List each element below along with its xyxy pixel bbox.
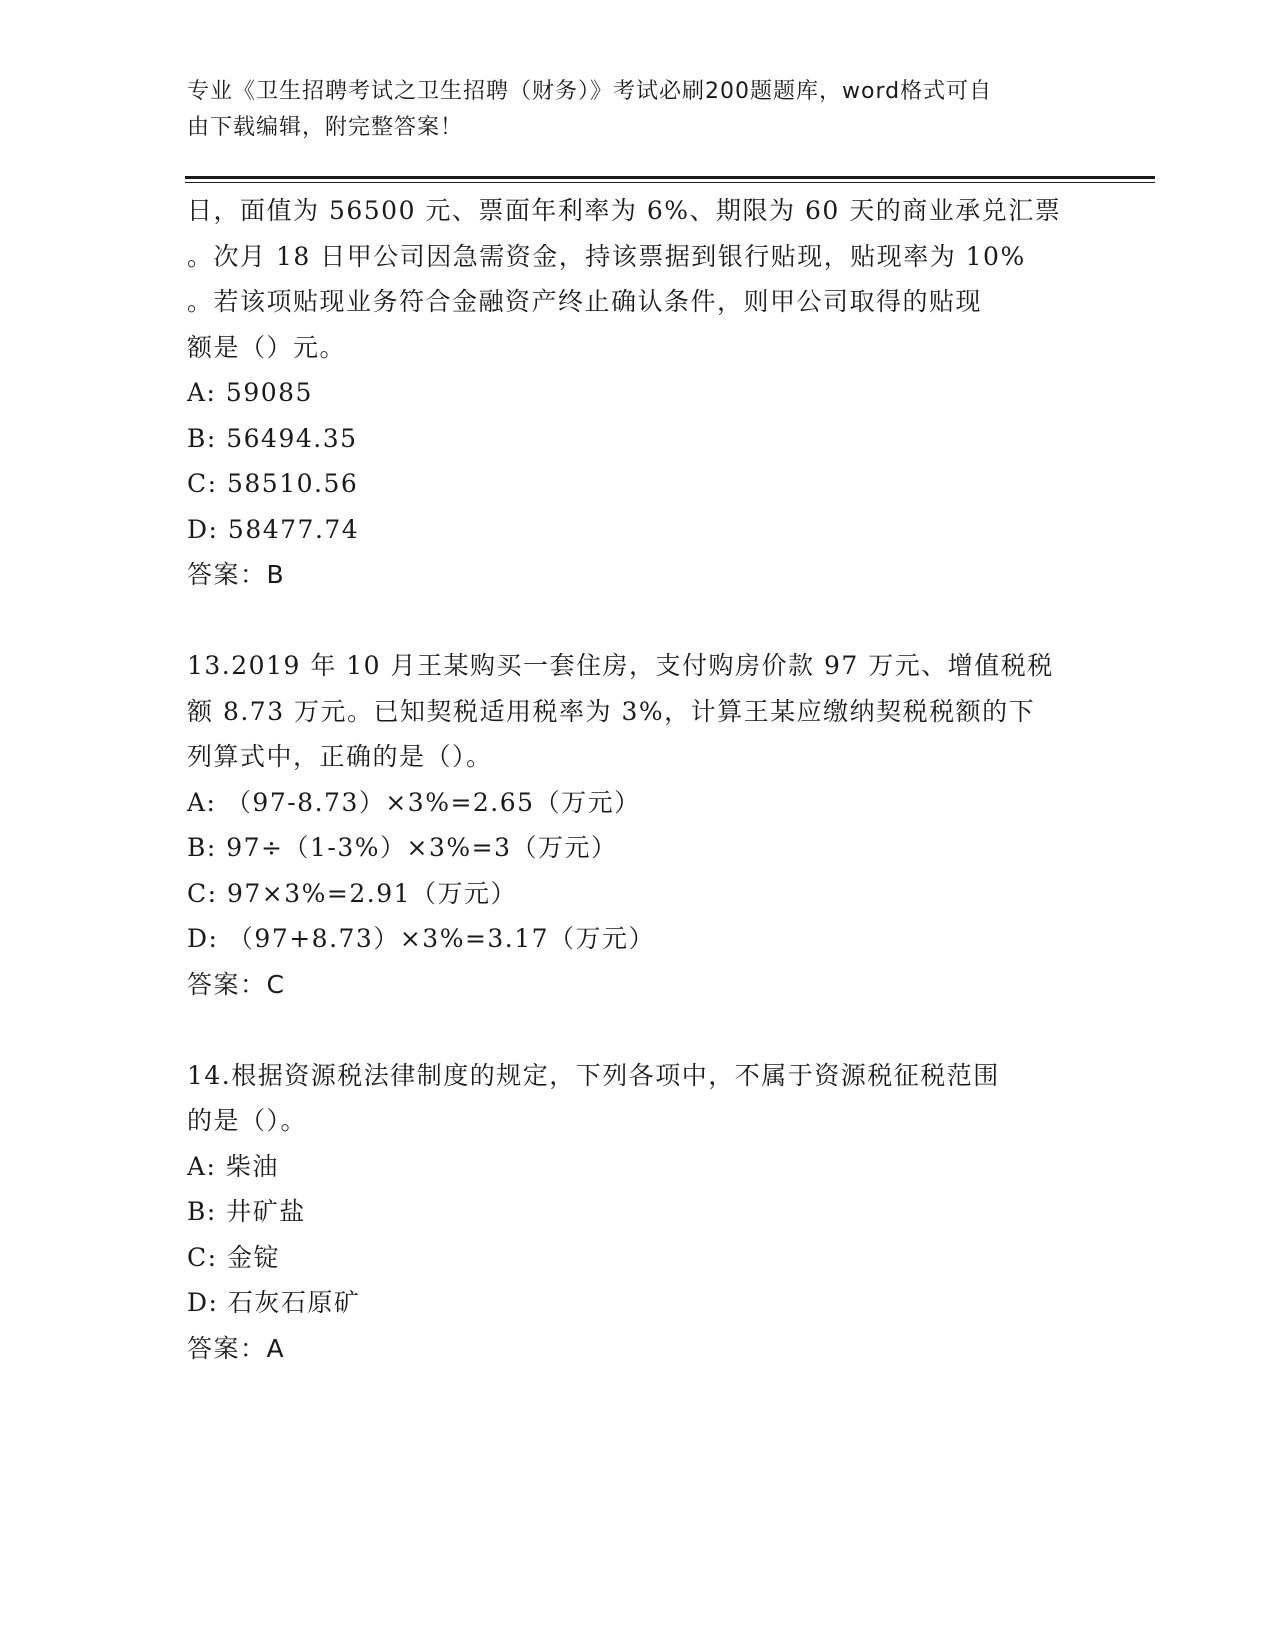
option-a: A: 柴油 bbox=[187, 1151, 279, 1181]
option-a: A: （97-8.73）×3%=2.65（万元） bbox=[187, 787, 641, 817]
question-stem-line: 13.2019 年 10 月王某购买一套住房，支付购房价款 97 万元、增值税税 bbox=[187, 651, 1054, 680]
question-stem-line: 列算式中，正确的是（）。 bbox=[187, 742, 493, 771]
option-c: C: 58510.56 bbox=[187, 469, 359, 498]
question-stem-line: 日，面值为 56500 元、票面年利率为 6%、期限为 60 天的商业承兑汇票 bbox=[187, 196, 1062, 225]
option-b: B: 97÷（1-3%）×3%=3（万元） bbox=[187, 833, 618, 862]
document-header bbox=[187, 74, 1067, 146]
option-c: C: 金锭 bbox=[187, 1242, 280, 1272]
spacer bbox=[187, 598, 1087, 644]
question-12 bbox=[187, 188, 1087, 598]
document-body bbox=[187, 188, 1087, 1371]
answer-label: 答案：B bbox=[187, 560, 286, 589]
option-b: B: 井矿盐 bbox=[187, 1197, 306, 1226]
question-stem-line: 。次月 18 日甲公司因急需资金，持该票据到银行贴现，贴现率为 10% bbox=[187, 241, 1026, 271]
header-divider-thin bbox=[185, 182, 1155, 183]
answer-label: 答案：A bbox=[187, 1333, 286, 1363]
question-stem-line: 额 8.73 万元。已知契税适用税率为 3%，计算王某应缴纳契税税额的下 bbox=[187, 696, 1036, 726]
spacer bbox=[187, 1007, 1087, 1053]
question-13 bbox=[187, 643, 1087, 1007]
option-a: A: 59085 bbox=[187, 378, 313, 407]
question-stem-line: 的是（）。 bbox=[187, 1106, 308, 1135]
header-divider-thick bbox=[185, 176, 1155, 179]
option-c: C: 97×3%=2.91（万元） bbox=[187, 878, 518, 908]
option-d: D: （97+8.73）×3%=3.17（万元） bbox=[187, 924, 656, 953]
answer-label: 答案：C bbox=[187, 969, 286, 999]
question-14 bbox=[187, 1053, 1087, 1372]
header-line-2: 由下载编辑，附完整答案！ bbox=[187, 115, 464, 140]
option-d: D: 石灰石原矿 bbox=[187, 1288, 361, 1317]
question-stem-line: 额是（）元。 bbox=[187, 332, 347, 362]
option-d: D: 58477.74 bbox=[187, 514, 360, 544]
question-stem-line: 。若该项贴现业务符合金融资产终止确认条件，则甲公司取得的贴现 bbox=[187, 287, 983, 316]
option-b: B: 56494.35 bbox=[187, 423, 358, 453]
header-line-1: 专业《卫生招聘考试之卫生招聘（财务）》考试必刷200题题库，word格式可自 bbox=[187, 79, 993, 104]
question-stem-line: 14.根据资源税法律制度的规定，下列各项中，不属于资源税征税范围 bbox=[187, 1060, 1000, 1090]
